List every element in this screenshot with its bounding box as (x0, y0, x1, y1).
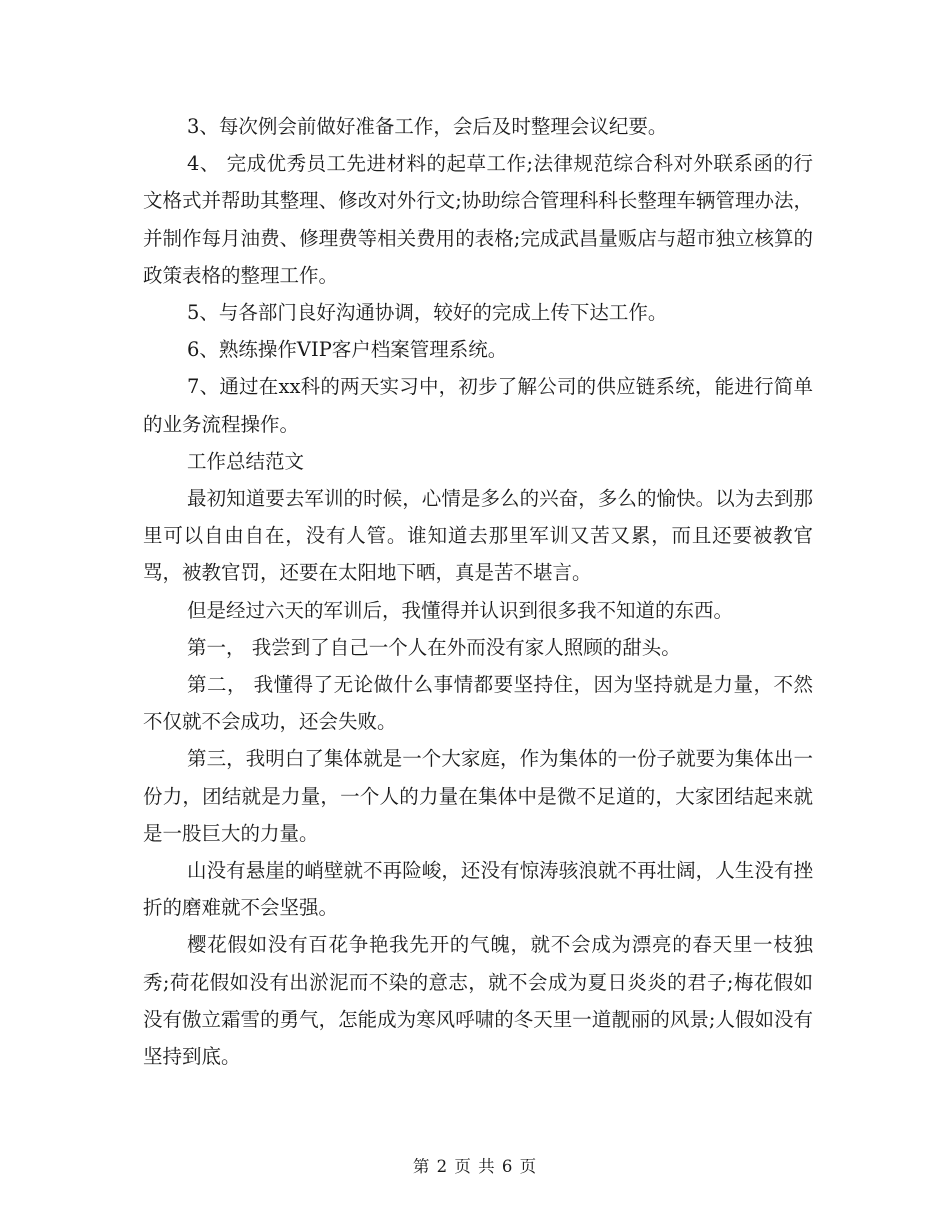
paragraph-first: 第一， 我尝到了自己一个人在外而没有家人照顾的甜头。 (187, 635, 681, 659)
paragraph-flowers: 樱花假如没有百花争艳我先开的气魄，就不会成为漂亮的春天里一枝独秀;荷花假如没有出淤泥而不染的意志，就不会成为夏日炎炎的君子;梅花假如没有傲立霜雪的勇气，怎能成为寒风呼啸的冬天里一道靓丽的风景;人假如没有坚持到底。 (143, 933, 813, 1069)
paragraph-six-days: 但是经过六天的军训后，我懂得并认识到很多我不知道的东西。 (187, 598, 734, 622)
paragraph-second: 第二， 我懂得了无论做什么事情都要坚持住，因为坚持就是力量，不然不仅就不会成功，还会失败。 (143, 673, 813, 734)
paragraph-military-training-intro: 最初知道要去军训的时候，心情是多么的兴奋，多么的愉快。以为去到那里可以自由自在，没有人管。谁知道去那里军训又苦又累，而且还要被教官骂，被教官罚，还要在太阳地下晒，真是苦不堪言。 (143, 487, 813, 585)
paragraph-item-5: 5、与各部门良好沟通协调，较好的完成上传下达工作。 (187, 301, 668, 325)
paragraph-item-4: 4、 完成优秀员工先进材料的起草工作;法律规范综合科对外联系函的行文格式并帮助其整理、修改对外行文;协助综合管理科科长整理车辆管理办法，并制作每月油费、修理费等相关费用的表格;完成武昌量贩店与超市独立核算的政策表格的整理工作。 (143, 152, 813, 287)
paragraph-mountain: 山没有悬崖的峭壁就不再险峻，还没有惊涛骇浪就不再壮阔，人生没有挫折的磨难就不会坚强。 (143, 859, 813, 920)
paragraph-item-7: 7、通过在xx科的两天实习中，初步了解公司的供应链系统，能进行简单的业务流程操作。 (143, 375, 813, 436)
paragraph-item-6: 6、熟练操作VIP客户档案管理系统。 (187, 338, 508, 362)
paragraph-item-3: 3、每次例会前做好准备工作，会后及时整理会议纪要。 (187, 115, 668, 138)
page-number-footer: 第 2 页 共 6 页 (412, 1157, 538, 1176)
section-heading: 工作总结范文 (187, 449, 305, 473)
document-body (143, 108, 813, 1075)
paragraph-third: 第三，我明白了集体就是一个大家庭，作为集体的一份子就要为集体出一份力，团结就是力量，一个人的力量在集体中是微不足道的，大家团结起来就是一股巨大的力量。 (143, 747, 813, 845)
